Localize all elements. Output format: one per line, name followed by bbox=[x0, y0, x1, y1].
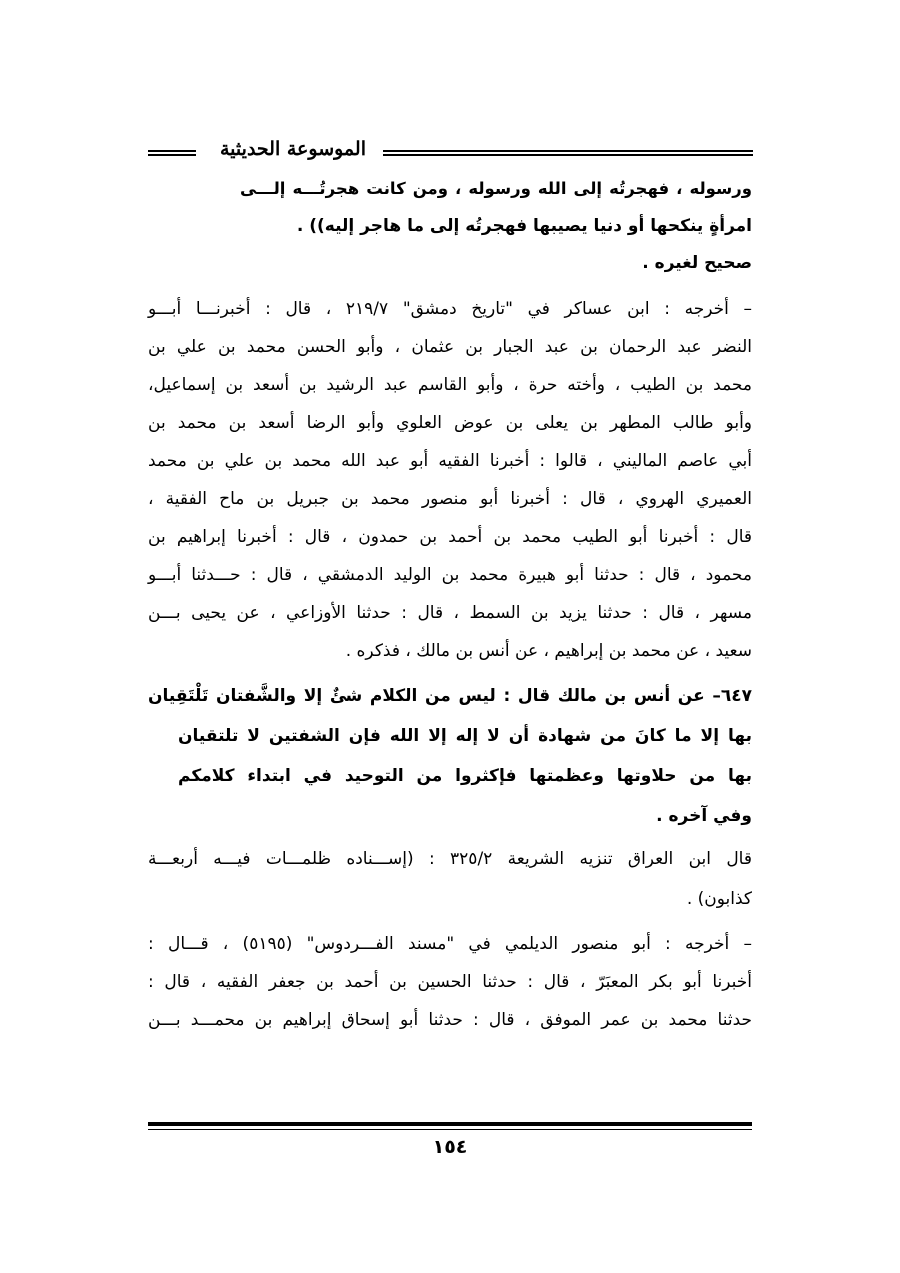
takhrij-line: حدثنا محمد بن عمر الموفق ، قال : حدثنا أبو إسحاق إبراهيم بن محمـــد بـــن bbox=[148, 1010, 752, 1030]
page-number: ١٥٤ bbox=[432, 1136, 468, 1158]
takhrij-line: مسهر ، قال : حدثنا يزيد بن السمط ، قال : حدثنا الأوزاعي ، عن يحيى بـــن bbox=[148, 603, 752, 623]
takhrij-line: محمد بن الطيب ، وأخته حرة ، وأبو القاسم عبد الرشيد بن أسعد بن إسماعيل، bbox=[148, 375, 752, 395]
commentary-line: كذابون) . bbox=[686, 889, 752, 909]
takhrij-line: العميري الهروي ، قال : أخبرنا أبو منصور محمد بن جبريل بن ماح الفقية ، bbox=[148, 489, 752, 509]
hadith-line: امرأةٍ ينكحها أو دنيا يصيبها فهجرتُه إلى ما هاجر إليه)) . bbox=[296, 216, 752, 236]
hadith-647-line: وفي آخره . bbox=[656, 806, 752, 826]
takhrij-line: النضر عبد الرحمان بن عبد الجبار بن عثمان ، وأبو الحسن محمد بن علي بن bbox=[148, 337, 752, 357]
takhrij-line: محمود ، قال : حدثنا أبو هبيرة محمد بن الوليد الدمشقي ، قال : حـــدثنا أبـــو bbox=[148, 565, 752, 585]
commentary-line: قال ابن العراق تنزيه الشريعة ٣٢٥/٢ : (إســـناده ظلمـــات فيـــه أربعـــة bbox=[148, 849, 752, 869]
takhrij-line: وأبو طالب المطهر بن يعلى بن عوض العلوي وأبو الرضا أسعد بن محمد بن bbox=[148, 413, 752, 433]
takhrij-line: – أخرجه : أبو منصور الديلمي في "مسند الفـــردوس" (٥١٩٥) ، قـــال : bbox=[148, 934, 752, 954]
hadith-647-line: بها إلا ما كانَ من شهادة أن لا إله إلا الله فإن الشفتين لا تلتقيان bbox=[178, 726, 752, 746]
takhrij-line: أبي عاصم الماليني ، قالوا : أخبرنا الفقيه أبو عبد الله محمد بن علي بن محمد bbox=[148, 451, 752, 471]
footer-rule bbox=[148, 1122, 752, 1130]
running-title: الموسوعة الحديثية bbox=[220, 138, 366, 160]
hadith-line: ورسوله ، فهجرتُه إلى الله ورسوله ، ومن كانت هجرتُـــه إلـــى bbox=[240, 179, 752, 198]
hadith-647-line: ٦٤٧– عن أنس بن مالك قال : ليس من الكلام شئٌ إلا والشَّفتان تَلْتَقِيان bbox=[148, 686, 752, 706]
takhrij-line: سعيد ، عن محمد بن إبراهيم ، عن أنس بن مالك ، فذكره . bbox=[345, 641, 752, 661]
takhrij-line: قال : أخبرنا أبو الطيب محمد بن أحمد بن حمدون ، قال : أخبرنا إبراهيم بن bbox=[148, 527, 752, 547]
hadith-647-line: بها من حلاوتها وعظمتها فإكثروا من التوحيد في ابتداء كلامكم bbox=[178, 766, 752, 786]
takhrij-line: أخبرنا أبو بكر المعبَرّ ، قال : حدثنا الحسين بن أحمد بن جعفر الفقيه ، قال : bbox=[148, 972, 752, 992]
grading-line: صحيح لغيره . bbox=[642, 253, 752, 273]
takhrij-line: – أخرجه : ابن عساكر في "تاريخ دمشق" ٢١٩/٧ ، قال : أخبرنـــا أبـــو bbox=[148, 299, 752, 319]
